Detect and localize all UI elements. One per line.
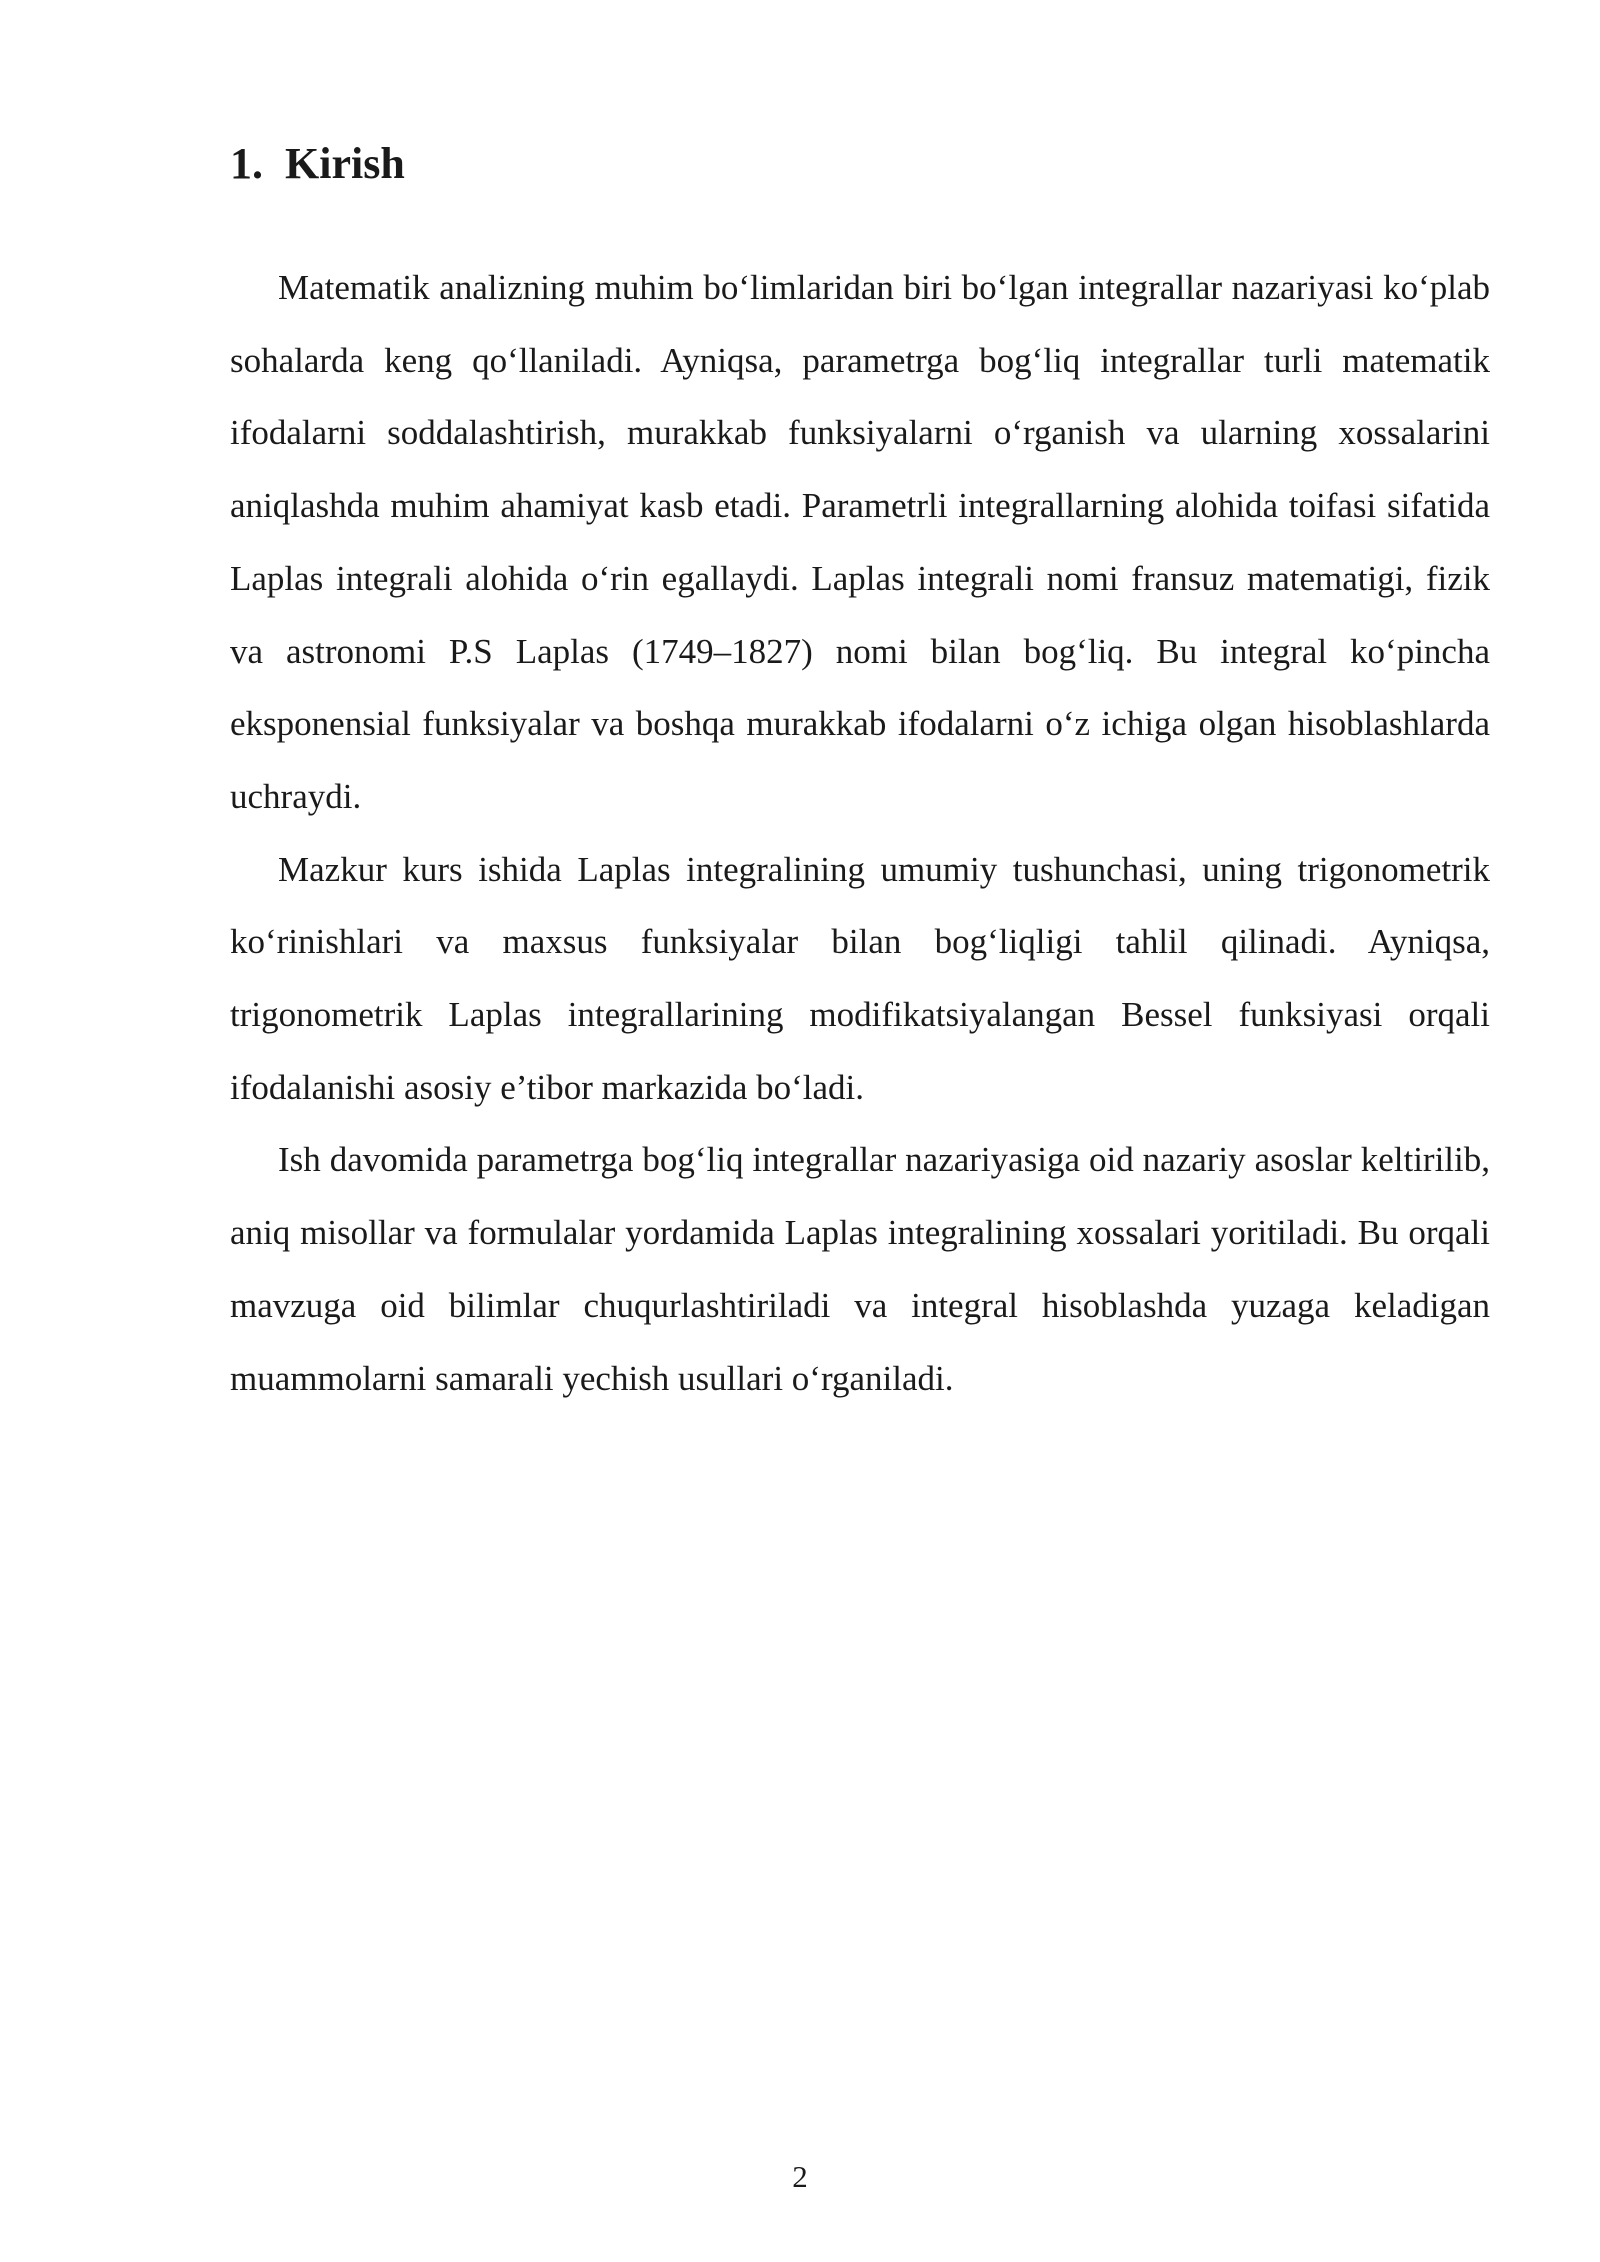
body-text bbox=[230, 252, 1490, 1415]
section-number: 1. bbox=[230, 139, 263, 188]
section-title-text: Kirish bbox=[285, 139, 405, 188]
paragraph-methods: Ish davomida parametrga bog‘liq integrallar nazariyasiga oid nazariy asoslar keltirilib, aniq misollar va formulalar yordamida Laplas integralining xossalari yoritiladi. Bu orqali mavzuga oid bilimlar chuqurlashtiriladi va integral hisoblashda yuzaga keladigan muammolarni samarali yechish usullari o‘rganiladi. bbox=[230, 1140, 1490, 1398]
paragraph-scope: Mazkur kurs ishida Laplas integralining umumiy tushunchasi, uning trigonometrik ko‘rinishlari va maxsus funksiyalar bilan bog‘liqligi tahlil qilinadi. Ayniqsa, trigonometrik Laplas integrallarining modifikatsiyalangan Bessel funksiyasi orqali ifodalanishi asosiy e’tibor markazida bo‘ladi. bbox=[230, 849, 1490, 1107]
section-heading bbox=[230, 138, 405, 191]
page-number: 2 bbox=[792, 2159, 808, 2194]
paragraph-intro: Matematik analizning muhim bo‘limlaridan biri bo‘lgan integrallar nazariyasi ko‘plab sohalarda keng qo‘llaniladi. Ayniqsa, parametrga bog‘liq integrallar turli matematik ifodalarni soddalashtirish, murakkab funksiyalarni o‘rganish va ularning xossalarini aniqlashda muhim ahamiyat kasb etadi. Parametrli integrallarning alohida toifasi sifatida Laplas integrali alohida o‘rin egallaydi. Laplas integrali nomi fransuz matematigi, fizik va astronomi P.S Laplas (1749–1827) nomi bilan bog‘liq. Bu integral ko‘pincha eksponensial funksiyalar va boshqa murakkab ifodalarni o‘z ichiga olgan hisoblashlarda uchraydi. bbox=[230, 268, 1490, 816]
